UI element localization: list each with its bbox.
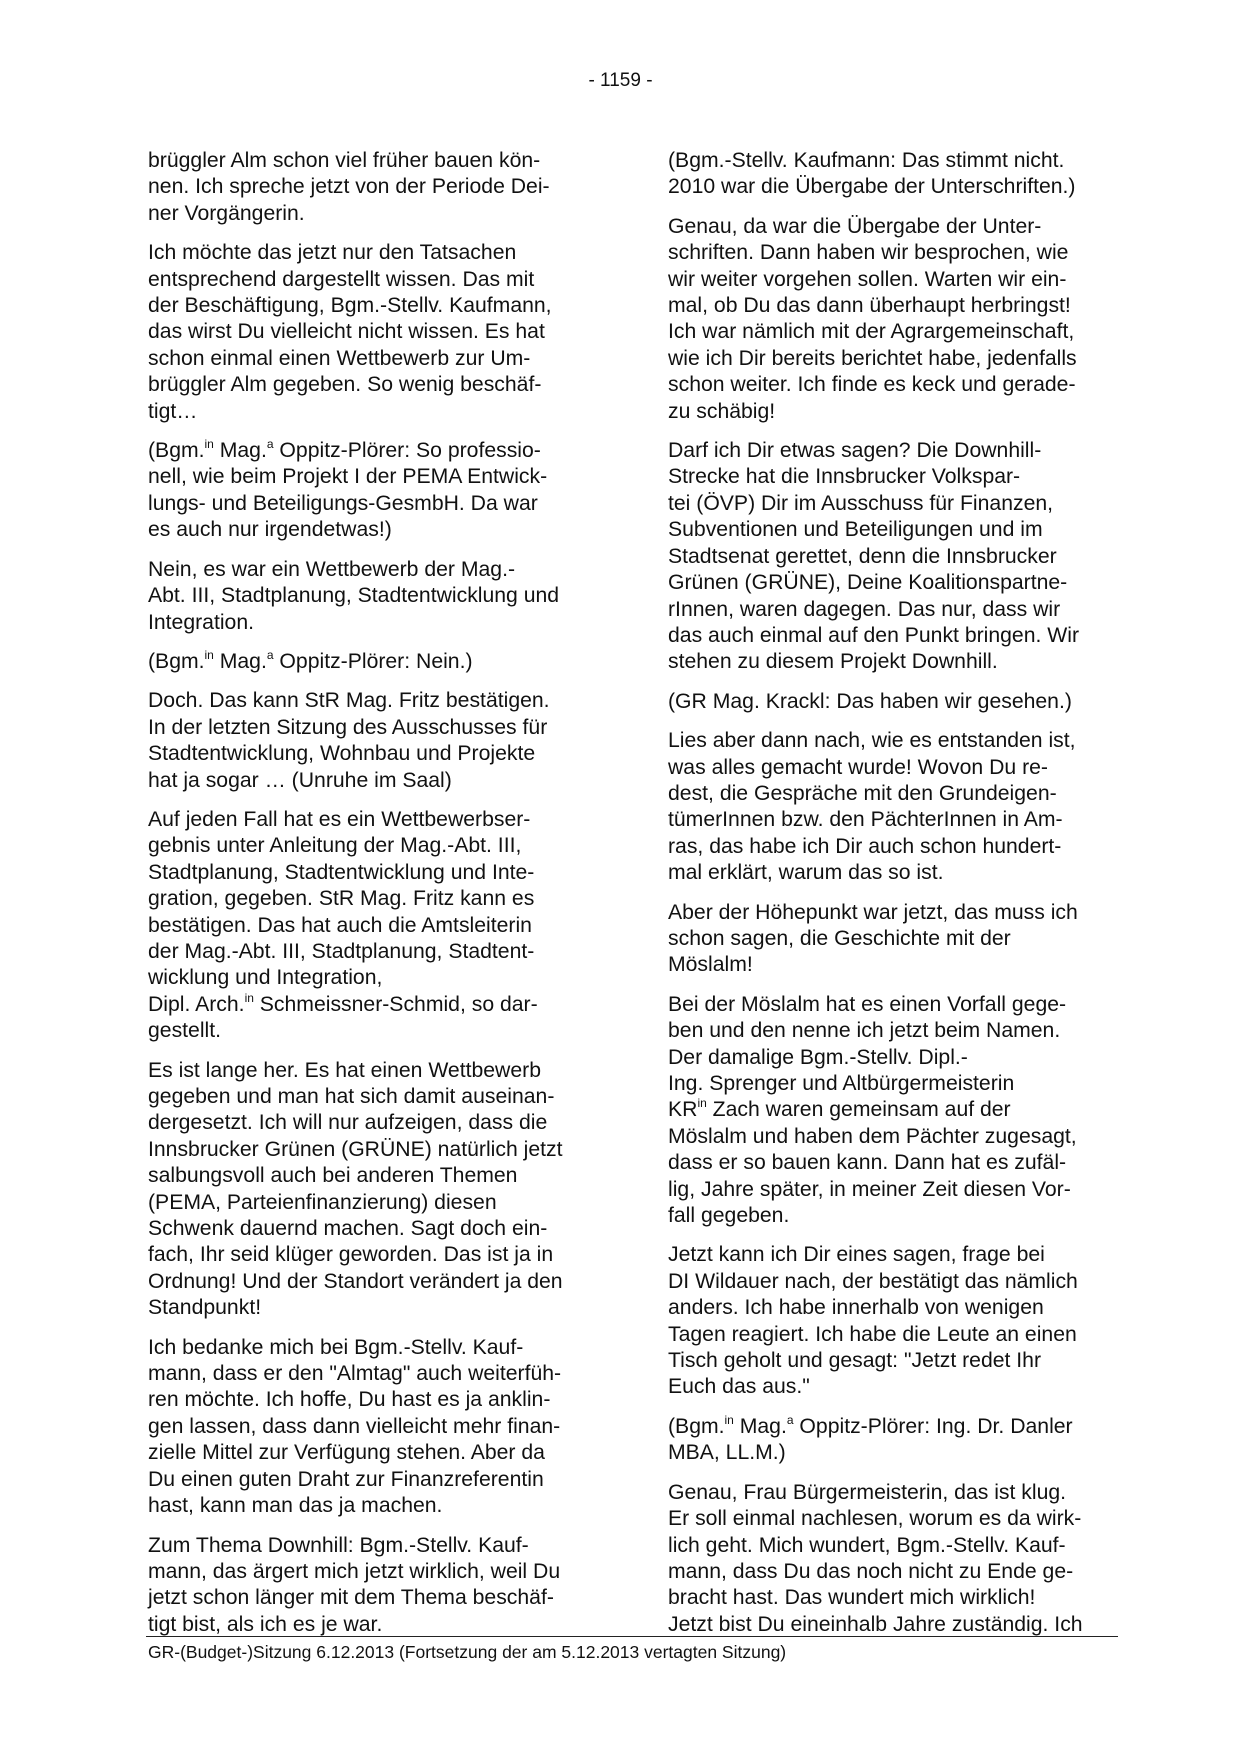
superscript: in (244, 990, 254, 1005)
paragraph: Auf jeden Fall hat es ein Wettbewerbser- gebnis unter Anleitung der Mag.-Abt. III, Stadtplanung, Stadtentwicklung und Inte- gration, gegeben. StR Mag. Fritz kann es bestätigen. Das hat auch die Amtsleiterin der Mag.-Abt. III, Stadtplanung, Stadtent- wicklung und Integration, Dipl. Arch.$^{in}$ Schmeissner-Schmid, so dar- gestellt. (148, 807, 538, 1043)
superscript: a (266, 437, 274, 451)
paragraph: brüggler Alm schon viel früher bauen kön- nen. Ich spreche jetzt von der Periode Dei- ner Vorgängerin. (148, 149, 550, 225)
paragraph: Bei der Möslalm hat es einen Vorfall gege- ben und den nenne ich jetzt beim Namen. Der damalige Bgm.-Stellv. Dipl.- Ing. Sprenger und Altbürgermeisterin $KR^{in}$ Zach waren gemeinsam auf der Möslalm und haben dem Pächter zugesagt, dass er so bauen kann. Dann hat es zufäl- lig, Jahre später, in meiner Zeit diesen Vor- fall gegeben. (668, 992, 1077, 1228)
superscript: in (204, 437, 214, 451)
interjection: (GR Mag. Krackl: Das haben wir gesehen.) (668, 689, 1072, 713)
page-number: - 1159 - (588, 70, 653, 91)
paragraph: Lies aber dann nach, wie es entstanden ist, was alles gemacht wurde! Wovon Du re- dest, die Gespräche mit den Grundeigen- tümerInnen bzw. den PächterInnen in Am- ras, das habe ich Dir auch schon hundert- mal erklärt, warum das so ist. (668, 729, 1076, 885)
paragraph: Es ist lange her. Es hat einen Wettbewerb gegeben und man hat sich damit auseinan- dergesetzt. Ich will nur aufzeigen, dass die Innsbrucker Grünen (GRÜNE) natürlich jetzt salbungsvoll auch bei anderen Themen (PEMA, Parteienfinanzierung) diesen Schwenk dauernd machen. Sagt doch ein- fach, Ihr seid klüger geworden. Das ist ja in Ordnung! Und der Standort verändert ja den Standpunkt! (148, 1058, 563, 1320)
paragraph: Jetzt kann ich Dir eines sagen, frage bei DI Wildauer nach, der bestätigt das nämlich anders. Ich habe innerhalb von wenigen Tagen reagiert. Ich habe die Leute an einen Tisch geholt und gesagt: "Jetzt redet Ihr Euch das aus." (668, 1243, 1078, 1399)
paragraph: Zum Thema Downhill: Bgm.-Stellv. Kauf- mann, das ärgert mich jetzt wirklich, weil Du jetzt schon länger mit dem Thema beschäf- tigt bist, als ich es je war. (148, 1533, 561, 1636)
paragraph: Ich bedanke mich bei Bgm.-Stellv. Kauf- mann, dass er den "Almtag" auch weiterfüh- ren möchte. Ich hoffe, Du hast es ja anklin- gen lassen, dass dann vielleicht mehr finan- zielle Mittel zur Verfügung stehen. Aber da Du einen guten Draht zur Finanzreferentin hast, kann man das ja machen. (148, 1335, 562, 1518)
interjection: (Bgm.$^{in}$ Mag.$^a$ Oppitz-Plörer: So professio- nell, wie beim Projekt I der PEMA Entwick- lungs- und Beteiligungs-GesmbH. Da war es auch nur irgendetwas!) (148, 437, 548, 542)
paragraph: Genau, Frau Bürgermeisterin, das ist klug. Er soll einmal nachlesen, worum es da wirk- lich geht. Mich wundert, Bgm.-Stellv. Kauf- mann, dass Du das noch nicht zu Ende ge- bracht hast. Das wundert mich wirklich! Jetzt bist Du eineinhalb Jahre zuständig. Ich (668, 1480, 1083, 1636)
superscript: a (266, 647, 274, 662)
footer-divider (146, 1636, 1118, 1637)
interjection: (Bgm.$^{in}$ Mag.$^a$ Oppitz-Plörer: Nein.) (148, 647, 473, 673)
paragraph: Genau, da war die Übergabe der Unter- schriften. Dann haben wir besprochen, wie wir weiter vorgehen sollen. Warten wir ein- mal, ob Du das dann überhaupt herbringst! Ich war nämlich mit der Agrargemeinschaft, wie ich Dir bereits berichtet habe, jedenfalls schon weiter. Ich finde es keck und gerade- zu schäbig! (668, 214, 1077, 423)
footer-text: GR-(Budget-)Sitzung 6.12.2013 (Fortsetzung der am 5.12.2013 vertagten Sitzung) (148, 1642, 787, 1662)
superscript: in (724, 1412, 734, 1427)
right-column (668, 148, 1124, 1651)
left-column (148, 148, 604, 1651)
interjection: (Bgm.$^{in}$ Mag.$^a$ Oppitz-Plörer: Ing. Dr. Danler MBA, LL.M.) (668, 1412, 1073, 1465)
paragraph: Ich möchte das jetzt nur den Tatsachen entsprechend dargestellt wissen. Das mit der Beschäftigung, Bgm.-Stellv. Kaufmann, das wirst Du vielleicht nicht wissen. Es hat schon einmal einen Wettbewerb zur Um- brüggler Alm gegeben. So wenig beschäf- tigt… (148, 241, 552, 423)
superscript: in (204, 647, 214, 662)
paragraph: Nein, es war ein Wettbewerb der Mag.- Abt. III, Stadtplanung, Stadtentwicklung und Integration. (148, 557, 560, 634)
paragraph: Darf ich Dir etwas sagen? Die Downhill- Strecke hat die Innsbrucker Volkspar- tei (ÖVP) Dir im Ausschuss für Finanzen, Subventionen und Beteiligungen und im Stadtsenat gerettet, denn die Innsbrucker Grünen (GRÜNE), Deine Koalitionspartne- rInnen, waren dagegen. Das nur, dass wir das auch einmal auf den Punkt bringen. Wir stehen zu diesem Projekt Downhill. (668, 439, 1080, 674)
paragraph: Doch. Das kann StR Mag. Fritz bestätigen. In der letzten Sitzung des Ausschusses für Stadtentwicklung, Wohnbau und Projekte hat ja sogar … (Unruhe im Saal) (148, 689, 550, 792)
interjection: (Bgm.-Stellv. Kaufmann: Das stimmt nicht. 2010 war die Übergabe der Unterschriften.) (668, 149, 1076, 199)
paragraph: Aber der Höhepunkt war jetzt, das muss ich schon sagen, die Geschichte mit der Möslalm! (668, 900, 1078, 977)
superscript: in (697, 1096, 707, 1111)
superscript: a (786, 1412, 794, 1427)
